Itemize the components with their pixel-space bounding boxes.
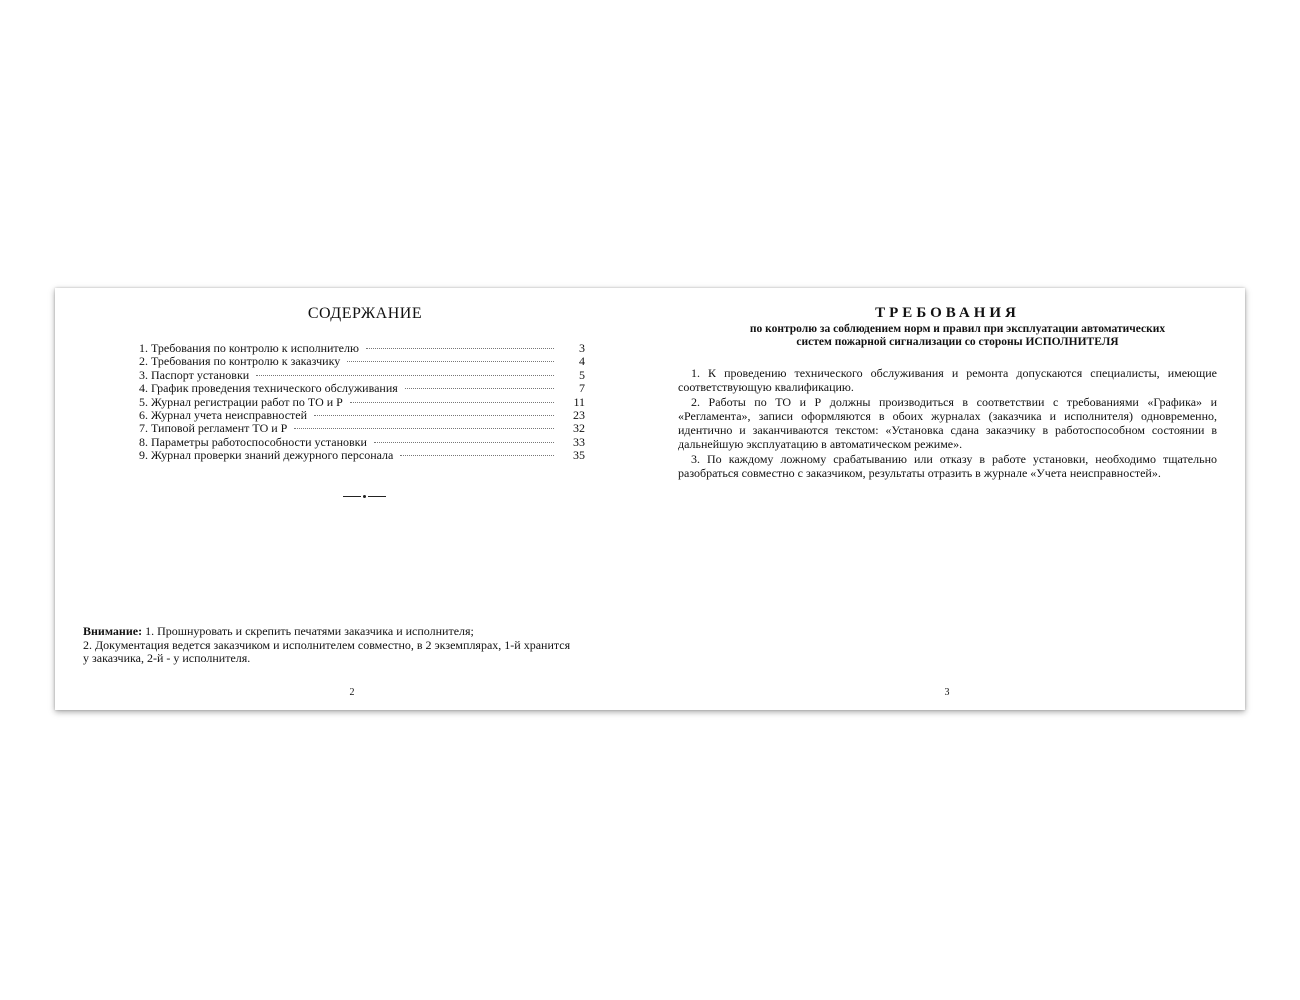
subtitle-line-1: по контролю за соблюдением норм и правил при эксплуатации автоматических [749,323,1166,335]
toc-title: СОДЕРЖАНИЕ [307,305,423,322]
toc-item [139,355,585,368]
toc-leader [405,387,554,389]
toc-item-page: 11 [573,394,585,409]
toc-leader [347,360,554,362]
toc-item [139,436,585,449]
page-number-right: 3 [944,687,950,698]
toc-item [139,449,585,462]
toc-item-label: 3. Паспорт установки [139,367,250,382]
right-page [650,288,1245,710]
toc-item [139,396,585,409]
toc-leader [400,454,554,456]
toc-item-label: 6. Журнал учета неисправностей [139,407,308,422]
note-label: Внимание: [83,624,143,638]
subtitle-line-2: систем пожарной сигнализации со стороны ИСПОЛНИТЕЛЯ [796,336,1119,349]
toc-item-page: 32 [573,421,585,436]
toc-leader [294,427,554,429]
toc-item-page: 5 [579,367,585,382]
requirements-body [678,367,1217,483]
requirement-paragraph: 3. По каждому ложному срабатыванию или отказу в работе установки, необходимо тщательно разобраться совместно с заказчиком, результаты отразить в журнале «Учета неисправностей». [678,452,1217,480]
toc-item [139,342,585,355]
toc-item [139,369,585,382]
page-number-left: 2 [349,687,355,698]
requirements-title: ТРЕБОВАНИЯ [875,305,1020,321]
toc-item-page: 33 [573,434,585,449]
requirement-paragraph: 1. К проведению технического обслуживания и ремонта допускаются специалисты, имеющие соответствующую квалификацию. [678,366,1217,394]
left-page [55,288,650,710]
toc-item-page: 35 [573,448,585,463]
toc-leader [256,374,554,376]
toc-leader [350,401,554,403]
requirement-paragraph: 2. Работы по ТО и Р должны производиться в соответствии с требованиями «Графика» и «Регламента», записи оформляются в обоих журналах (заказчика и исполнителя) одновременно, идентично и заканчиваются текстом: «Установка сдана заказчику в работоспособном состоянии в дальнейшую эксплуатацию в автоматическом режиме». [678,395,1217,451]
toc-leader [314,414,554,416]
toc-item-label: 1. Требования по контролю к исполнителю [139,341,359,355]
toc-item [139,382,585,395]
toc-item-label: 7. Типовой регламент ТО и Р [139,421,288,436]
toc-item [139,422,585,435]
toc-item-page: 4 [579,354,585,369]
note-line-2: 2. Документация ведется заказчиком и исполнителем совместно, в 2 экземплярах, 1-й хранится [83,637,571,652]
toc-item [139,409,585,422]
toc-leader [366,347,554,349]
table-of-contents [139,342,585,463]
requirements-subtitle [710,323,1205,350]
toc-item-page: 3 [579,341,585,355]
toc-item-label: 8. Параметры работоспособности установки [139,434,367,449]
toc-item-label: 4. График проведения технического обслуживания [139,381,398,396]
toc-item-label: 9. Журнал проверки знаний дежурного персонала [139,448,394,463]
toc-item-label: 5. Журнал регистрации работ по ТО и Р [139,394,343,409]
toc-item-page: 23 [573,407,585,422]
booklet-spread [55,288,1245,710]
note-line-1: 1. Прошнуровать и скрепить печатями заказчика и исполнителя; [142,624,474,638]
section-separator [343,495,385,498]
toc-item-page: 7 [579,381,585,396]
attention-note [83,625,603,666]
toc-leader [374,441,554,443]
toc-item-label: 2. Требования по контролю к заказчику [139,354,341,369]
note-line-3: у заказчика, 2-й - у исполнителя. [83,651,251,666]
